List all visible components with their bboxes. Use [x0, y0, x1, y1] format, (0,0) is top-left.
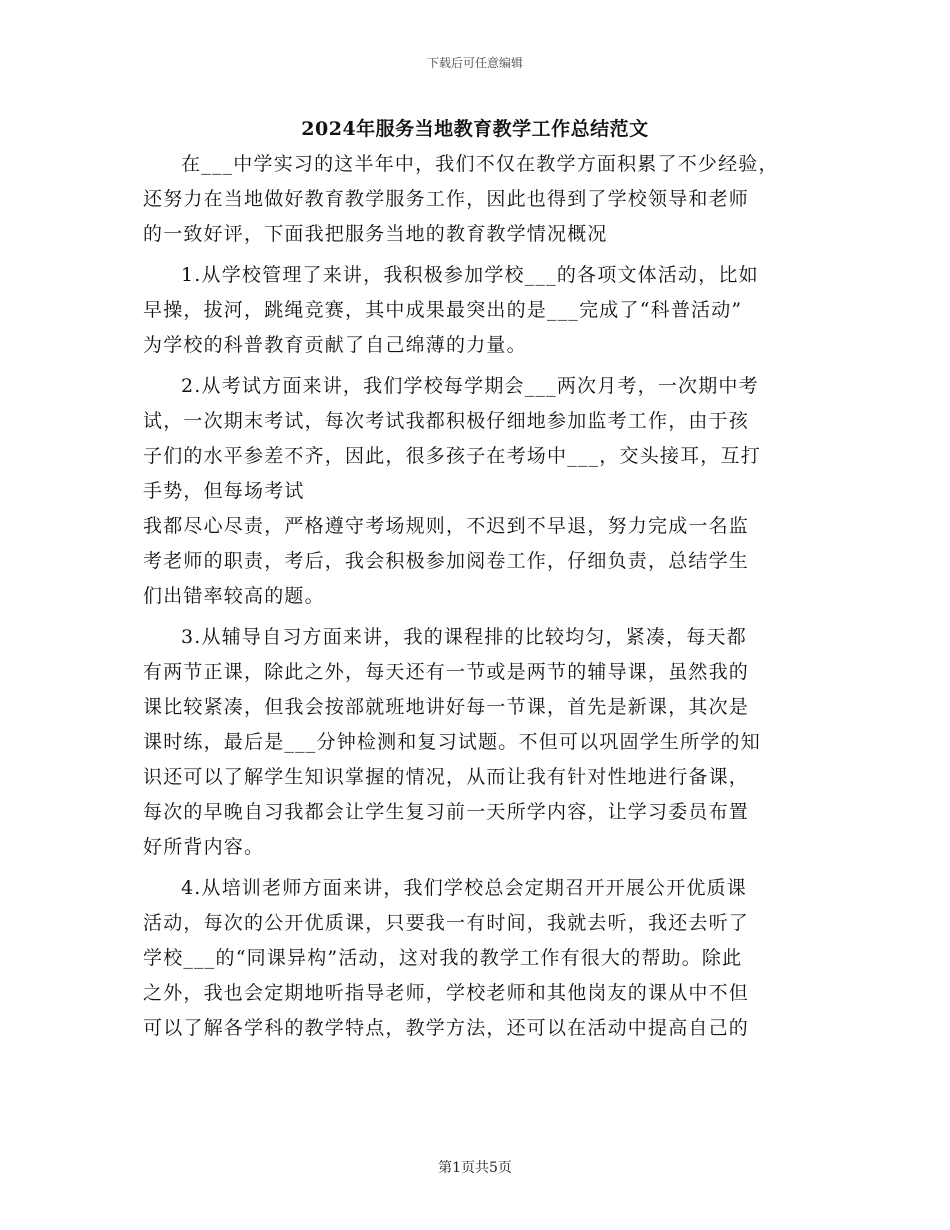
text-line: 3.从辅导自习方面来讲，我的课程排的比较均匀，紧凑，每天都: [181, 626, 747, 648]
text-line: 之外，我也会定期地听指导老师，学校老师和其他岗友的课从中不但: [143, 982, 750, 1004]
paragraph-item-4: [143, 871, 808, 1046]
text-line: 活动，每次的公开优质课，只要我一有时间，我就去听，我还去听了: [143, 912, 750, 934]
text-line: 子们的水平参差不齐，因此，很多孩子在考场中___，交头接耳，互打: [143, 445, 761, 467]
text-line: 手势，但每场考试: [143, 480, 305, 502]
paragraph-item-1: [143, 258, 808, 363]
text-line: 考老师的职责，考后，我会积极参加阅卷工作，仔细负责，总结学生: [143, 550, 750, 572]
text-line: 识还可以了解学生知识掌握的情况，从而让我有针对性地进行备课，: [143, 766, 750, 788]
text-line: 为学校的科普教育贡献了自己绵薄的力量。: [143, 334, 527, 356]
text-line: 们出错率较高的题。: [143, 585, 325, 607]
text-line: 2.从考试方面来讲，我们学校每学期会___两次月考，一次期中考: [181, 375, 759, 397]
header-note: 下载后可任意编辑: [426, 56, 523, 70]
text-line: 1.从学校管理了来讲，我积极参加学校___的各项文体活动，比如: [181, 264, 759, 286]
text-line: 可以了解各学科的教学特点，教学方法，还可以在活动中提高自己的: [143, 1017, 750, 1039]
text-line: 在___中学实习的这半年中，我们不仅在教学方面积累了不少经验，: [181, 153, 779, 175]
text-line: 我都尽心尽责，严格遵守考场规则，不迟到不早退，努力完成一名监: [143, 515, 750, 537]
document-title: 2024年服务当地教育教学工作总结范文: [301, 118, 649, 140]
text-line: 早操，拔河，跳绳竞赛，其中成果最突出的是___完成了“科普活动”: [143, 299, 743, 321]
paragraph-intro: [143, 147, 808, 252]
text-line: 试，一次期末考试，每次考试我都积极仔细地参加监考工作，由于孩: [143, 410, 750, 432]
text-line: 课比较紧凑，但我会按部就班地讲好每一节课，首先是新课，其次是: [143, 696, 750, 718]
document-body: [143, 147, 808, 1046]
text-line: 课时练，最后是___分钟检测和复习试题。不但可以巩固学生所学的知: [143, 731, 761, 753]
text-line: 学校___的“同课异构”活动，这对我的教学工作有很大的帮助。除此: [143, 947, 743, 969]
text-line: 每次的早晚自习我都会让学生复习前一天所学内容，让学习委员布置: [143, 801, 750, 823]
page-number: 第1页共5页: [438, 1160, 512, 1176]
text-line: 好所背内容。: [143, 836, 265, 858]
text-line: 4.从培训老师方面来讲，我们学校总会定期召开开展公开优质课: [181, 877, 747, 899]
text-line: 还努力在当地做好教育教学服务工作，因此也得到了学校领导和老师: [143, 188, 750, 210]
text-line: 有两节正课，除此之外，每天还有一节或是两节的辅导课，虽然我的: [143, 661, 750, 683]
text-line: 的一致好评，下面我把服务当地的教育教学情况概况: [143, 223, 608, 245]
paragraph-item-2: [143, 369, 808, 614]
paragraph-item-3: [143, 620, 808, 865]
